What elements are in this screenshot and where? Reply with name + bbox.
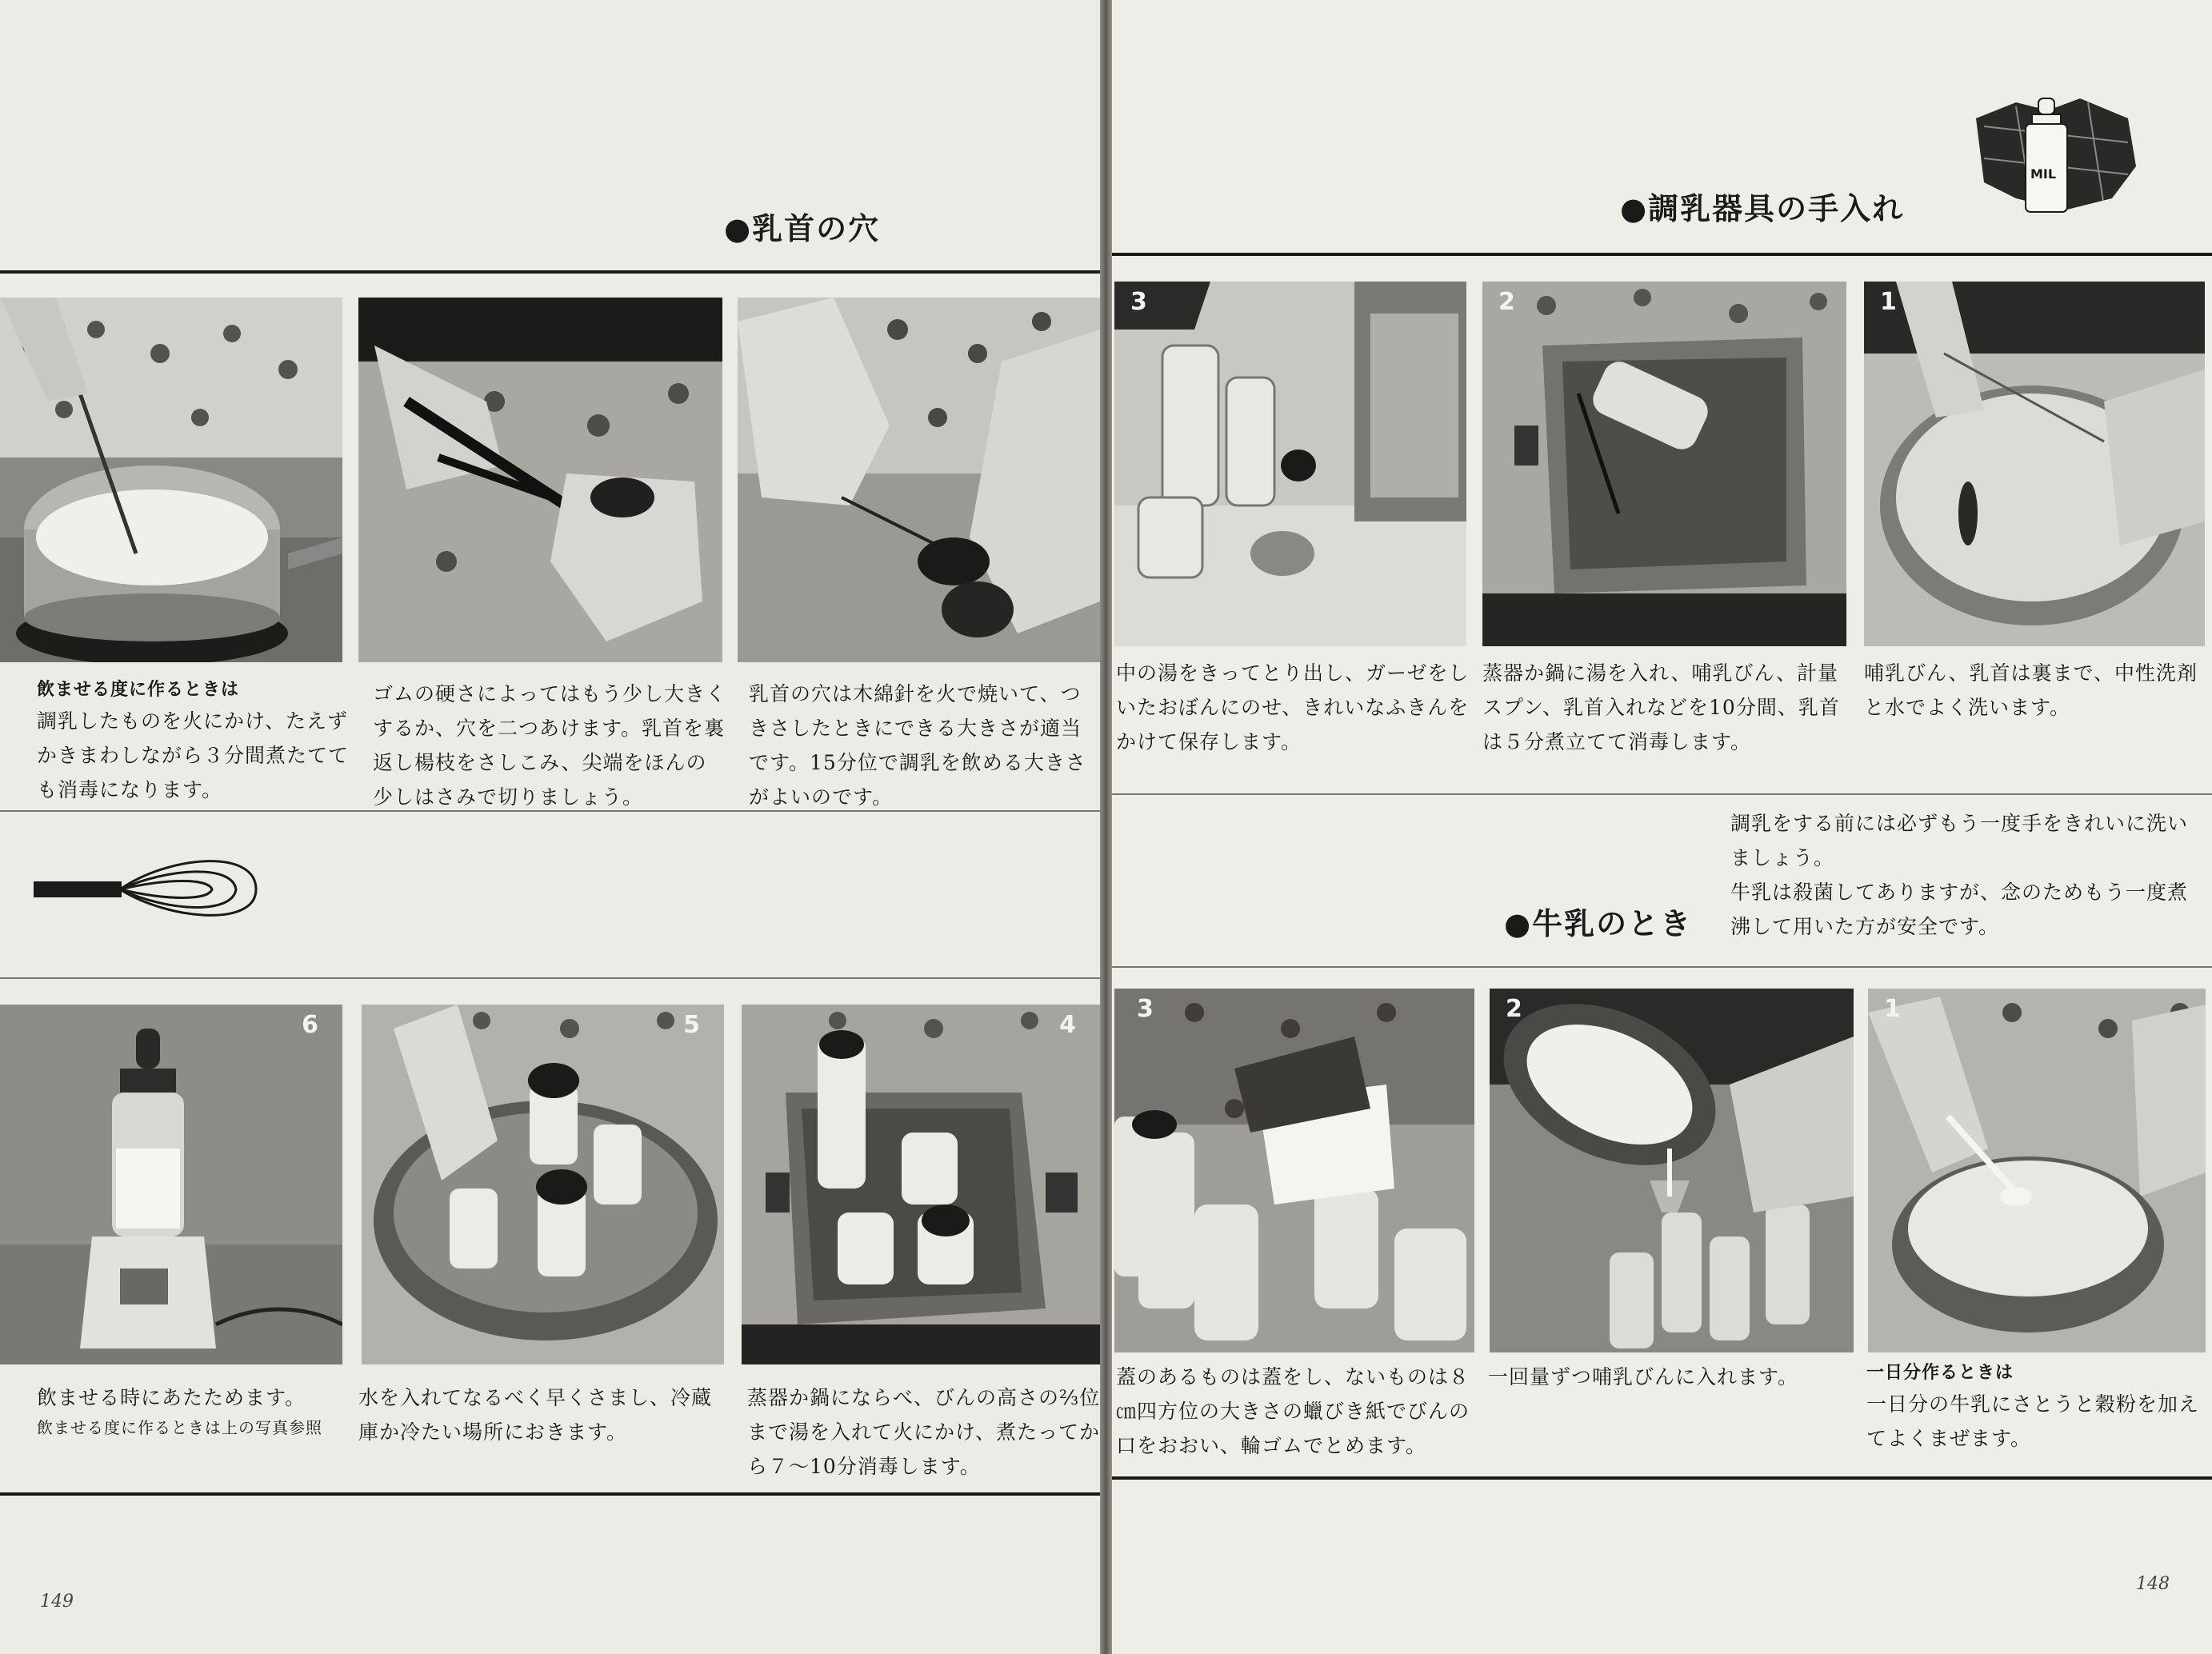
caption-text: 一回量ずつ哺乳びんに入れます。: [1488, 1365, 1799, 1388]
caption-full-day: [1866, 1360, 2206, 1456]
caption-enlarge-hole: [373, 677, 726, 814]
divider: [0, 810, 1100, 812]
divider: [0, 1492, 1100, 1496]
caption-text: 水を入れてなるべく早くさまし、冷蔵庫か冷たい場所におきます。: [358, 1386, 713, 1444]
divider: [1112, 966, 2212, 968]
step-number: 3: [1137, 995, 1154, 1023]
equipment-care-heading: ●調乳器具の手入れ: [1620, 191, 1905, 226]
caption-wash-bottles: [1864, 656, 2205, 725]
right-page: [1112, 0, 2212, 1654]
caption-text: 調乳したものを火にかけ、たえずかきまわしながら３分間煮たてても消毒になります。: [37, 709, 350, 801]
caption-warm-before-feeding: [37, 1380, 349, 1440]
photo-scissors-nipple: [358, 298, 722, 662]
left-page: [0, 0, 1100, 1654]
caption-boil-equipment: [1482, 656, 1849, 759]
photo-mixing-milk: [1868, 989, 2206, 1352]
photo-bottle-warmer: [0, 1005, 342, 1364]
caption-cap-bottles: [1116, 1360, 1476, 1463]
step-number: 1: [1884, 995, 1901, 1023]
caption-text: 蒸器か鍋に湯を入れ、哺乳びん、計量スプン、乳首入れなどを10分間、乳首は５分煮立てて消毒します。: [1482, 661, 1840, 753]
divider: [1112, 253, 2212, 256]
photo-needle-nipple: [738, 298, 1100, 662]
divider: [0, 270, 1100, 274]
caption-text: 蒸器か鍋にならべ、びんの高さの⅔位まで湯を入れて火にかけ、煮たってから７〜10分消毒します。: [747, 1386, 1101, 1478]
caption-pour-into-bottles: [1488, 1360, 1854, 1394]
caption-needle-hole: [749, 677, 1101, 814]
caption-title: 飲ませる度に作るときは: [37, 680, 240, 700]
caption-steam-sterilize: [747, 1380, 1101, 1484]
caption-text: 一日分の牛乳にさとうと穀粉を加えてよくまぜます。: [1866, 1392, 2200, 1450]
caption-boil-each-time: [37, 677, 349, 807]
divider: [1112, 793, 2212, 795]
page-number: 149: [40, 1592, 74, 1612]
photo-storing-equipment: [1114, 282, 1466, 646]
caption-text: 蓋のあるものは蓋をし、ないものは８㎝四方位の大きさの蠟びき紙でびんの口をおおい、輪ゴムでとめます。: [1116, 1365, 1470, 1457]
step-number: 1: [1880, 288, 1897, 316]
caption-note: 飲ませる度に作るときは上の写真参照: [37, 1418, 322, 1437]
page-number: 148: [2136, 1574, 2170, 1594]
intro-note: 調乳をする前には必ずもう一度手をきれいに洗いましょう。 牛乳は殺菌してありますが、念のためもう一度煮沸して用いた方が安全です。: [1730, 812, 2189, 938]
caption-store-equipment: [1116, 656, 1470, 759]
photo-steaming-bottles: [742, 1005, 1100, 1364]
step-number: 5: [683, 1011, 700, 1039]
caption-text: ゴムの硬さによってはもう少し大きくするか、穴を二つあけます。乳首を裏返し楊枝をさしこみ、尖端をほんの少しはさみで切りましょう。: [373, 682, 727, 809]
step-number: 2: [1506, 995, 1522, 1023]
step-number: 2: [1498, 288, 1515, 316]
milk-bottle-logo: [1968, 94, 2140, 222]
caption-text: 飲ませる時にあたためます。: [37, 1386, 306, 1409]
step-number: 3: [1130, 288, 1147, 316]
caption-title: 一日分作るときは: [1866, 1363, 2014, 1383]
milk-heading: ●牛乳のとき: [1504, 906, 1693, 941]
svg-text:MIL: MIL: [2030, 166, 2057, 182]
whisk-illustration: [32, 848, 264, 928]
photo-boiling-equipment: [1482, 282, 1846, 646]
photo-washing-bottles: [1864, 282, 2205, 646]
caption-text: 哺乳びん、乳首は裏まで、中性洗剤と水でよく洗います。: [1864, 661, 2198, 719]
nipple-hole-heading: ●乳首の穴: [724, 211, 881, 246]
divider: [1112, 1476, 2212, 1480]
divider: [0, 977, 1100, 979]
caption-text: 中の湯をきってとり出し、ガーゼをしいたおぼんにのせ、きれいなふきんをかけて保存します。: [1116, 661, 1470, 753]
step-number: 4: [1059, 1011, 1076, 1039]
book-gutter: [1100, 0, 1112, 1654]
step-number: 6: [302, 1011, 318, 1039]
caption-text: 乳首の穴は木綿針を火で焼いて、つきさしたときにできる大きさが適当です。15分位で調乳を飲める大きさがよいのです。: [749, 682, 1086, 809]
caption-cool-quickly: [358, 1380, 722, 1449]
photo-pouring-milk: [1490, 989, 1854, 1352]
photo-saucepan-whisk: [0, 298, 342, 662]
photo-cooling-bottles: [362, 1005, 724, 1364]
photo-capping-bottles: [1114, 989, 1474, 1352]
